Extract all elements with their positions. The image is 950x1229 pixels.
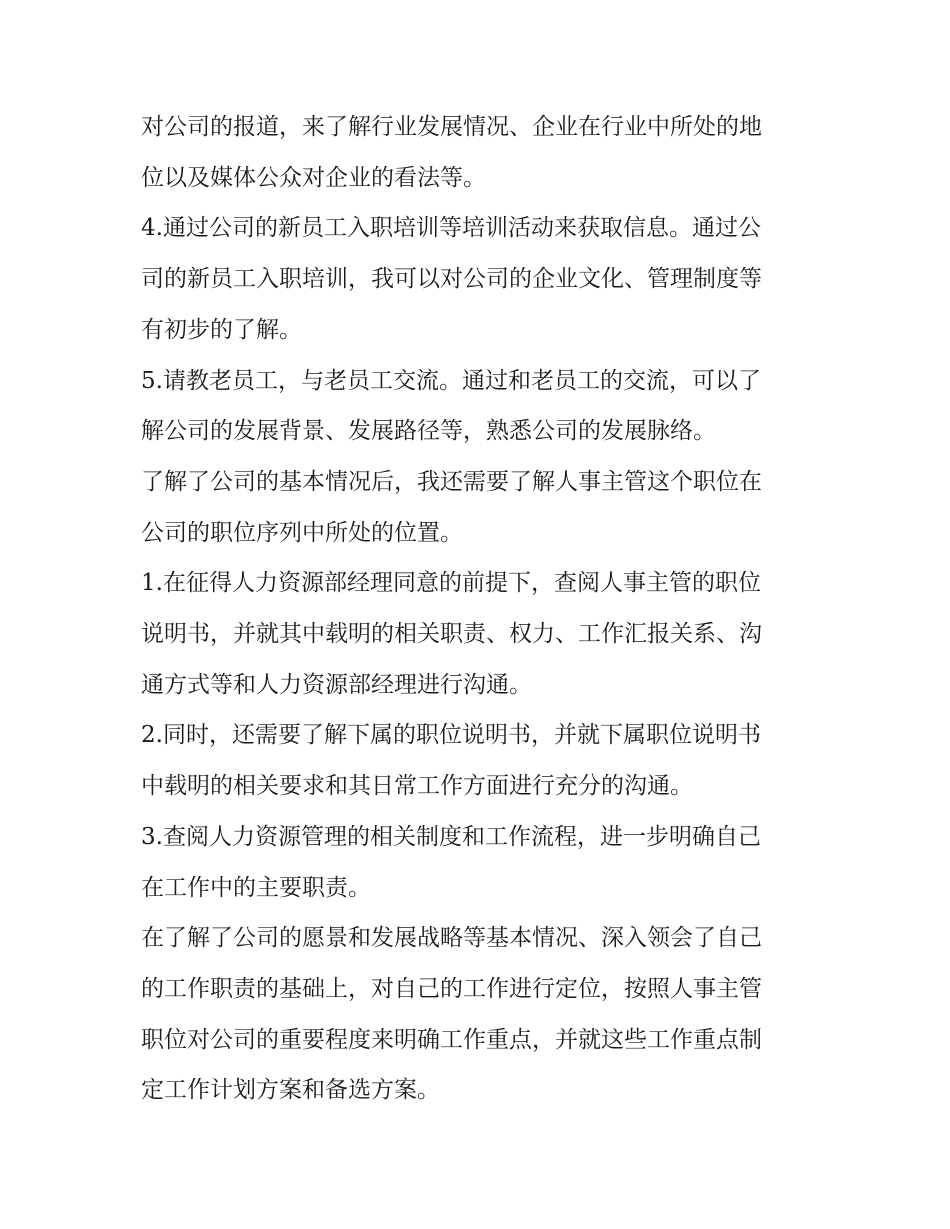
- text-line: 3.查阅人力资源管理的相关制度和工作流程，进一步明确自己: [141, 823, 761, 850]
- paragraph-7: [141, 812, 813, 913]
- text-line: 定工作计划方案和备选方案。: [141, 1077, 440, 1104]
- paragraph-1: [141, 102, 813, 203]
- paragraph-4: [141, 457, 813, 558]
- document-body: [141, 102, 813, 1116]
- text-line: 位以及媒体公众对企业的看法等。: [141, 164, 486, 191]
- text-line: 公司的职位序列中所处的位置。: [141, 519, 463, 546]
- text-line: 解公司的发展背景、发展路径等，熟悉公司的发展脉络。: [141, 418, 716, 445]
- text-line: 了解了公司的基本情况后，我还需要了解人事主管这个职位在: [141, 468, 762, 495]
- text-line: 职位对公司的重要程度来明确工作重点，并就这些工作重点制: [141, 1026, 762, 1053]
- text-line: 5.请教老员工，与老员工交流。通过和老员工的交流，可以了: [141, 367, 761, 394]
- paragraph-8: [141, 913, 813, 1116]
- text-line: 在了解了公司的愿景和发展战略等基本情况、深入领会了自己: [141, 925, 762, 952]
- text-line: 在工作中的主要职责。: [141, 874, 371, 901]
- paragraph-5: [141, 558, 813, 710]
- text-line: 说明书，并就其中载明的相关职责、权力、工作汇报关系、沟: [141, 621, 762, 648]
- text-line: 司的新员工入职培训，我可以对公司的企业文化、管理制度等: [141, 266, 762, 293]
- paragraph-3: [141, 356, 813, 457]
- paragraph-6: [141, 710, 813, 811]
- text-line: 的工作职责的基础上，对自己的工作进行定位，按照人事主管: [141, 975, 762, 1002]
- text-line: 中载明的相关要求和其日常工作方面进行充分的沟通。: [141, 773, 693, 800]
- text-line: 2.同时，还需要了解下属的职位说明书，并就下属职位说明书: [141, 722, 761, 749]
- paragraph-2: [141, 203, 813, 355]
- text-line: 对公司的报道，来了解行业发展情况、企业在行业中所处的地: [141, 114, 762, 140]
- text-line: 有初步的了解。: [141, 316, 302, 343]
- text-line: 通方式等和人力资源部经理进行沟通。: [141, 671, 532, 698]
- text-line: 1.在征得人力资源部经理同意的前提下，查阅人事主管的职位: [141, 570, 761, 597]
- text-line: 4.通过公司的新员工入职培训等培训活动来获取信息。通过公: [141, 215, 761, 242]
